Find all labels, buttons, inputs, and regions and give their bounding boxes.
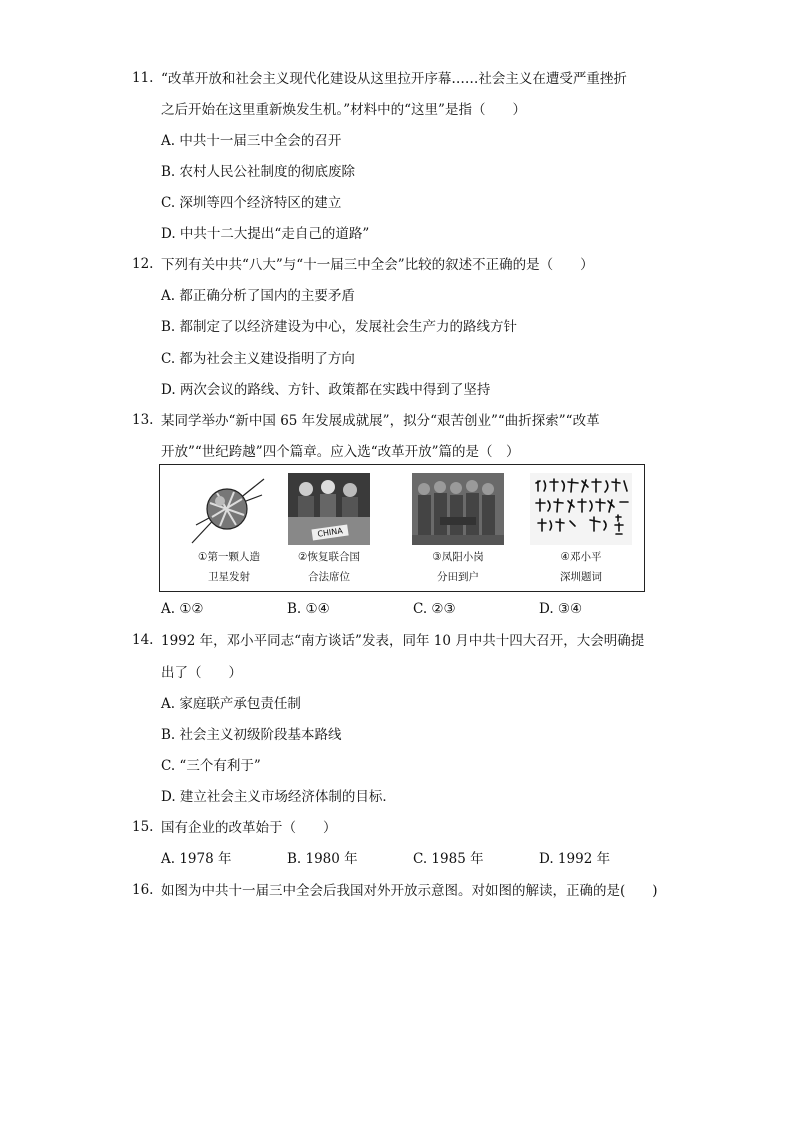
option-b: B. 1980 年 — [287, 851, 358, 867]
option-d: D. 1992 年 — [539, 851, 611, 867]
question-stem: 出了（ ） — [161, 665, 242, 681]
option-a: A. 中共十一届三中全会的召开 — [161, 133, 342, 149]
question-stem: 如图为中共十一届三中全会后我国对外开放示意图。对如图的解读，正确的是( ) — [161, 883, 658, 899]
picture-caption: ①第一颗人造 卫星发射 — [198, 551, 260, 583]
question-stem: 国有企业的改革始于（ ） — [161, 820, 337, 836]
question-stem: 1992 年，邓小平同志“南方谈话”发表，同年 10 月中共十四大召开，大会明确提 — [161, 633, 645, 649]
option-b: B. 都制定了以经济建设为中心，发展社会生产力的路线方针 — [161, 319, 518, 335]
picture-panel — [159, 464, 645, 592]
picture-caption: ③凤阳小岗 分田到户 — [432, 551, 484, 583]
question-number: 15. — [132, 819, 154, 835]
option-c: C. 1985 年 — [413, 851, 484, 867]
question-stem: 开放”“世纪跨越”四个篇章。应入选“改革开放”篇的是（ ） — [161, 444, 520, 460]
svg-text:CHINA: CHINA — [316, 526, 344, 539]
option-d: D. ③④ — [539, 601, 583, 617]
option-d: D. 建立社会主义市场经济体制的目标． — [161, 789, 396, 805]
picture-caption: ④邓小平 深圳题词 — [560, 551, 602, 583]
option-a: A. ①② — [161, 601, 204, 617]
question-stem: 某同学举办“新中国 65 年发展成就展”，拟分“艰苦创业”“曲折探索”“改革 — [161, 413, 600, 429]
question-number: 16. — [132, 882, 154, 898]
question-number: 14. — [132, 632, 154, 648]
un-photo-icon — [288, 473, 370, 545]
picture-caption: ②恢复联合国 合法席位 — [298, 551, 360, 583]
option-d: D. 两次会议的路线、方针、政策都在实践中得到了坚持 — [161, 382, 491, 398]
question-stem: “改革开放和社会主义现代化建设从这里拉开序幕……社会主义在遭受严重挫折 — [161, 71, 627, 87]
option-b: B. ①④ — [287, 601, 330, 617]
option-d: D. 中共十二大提出“走自己的道路” — [161, 226, 370, 242]
satellite-icon — [190, 473, 266, 545]
option-a: A. 都正确分析了国内的主要矛盾 — [161, 288, 355, 304]
option-c: C. ②③ — [413, 601, 456, 617]
question-stem: 之后开始在这里重新焕发生机。”材料中的“这里”是指（ ） — [161, 102, 526, 118]
question-number: 12. — [132, 256, 154, 272]
option-c: C. 都为社会主义建设指明了方向 — [161, 351, 355, 367]
option-b: B. 社会主义初级阶段基本路线 — [161, 727, 342, 743]
option-b: B. 农村人民公社制度的彻底废除 — [161, 164, 356, 180]
option-a: A. 1978 年 — [161, 851, 232, 867]
calligraphy-icon — [530, 473, 632, 545]
question-number: 13. — [132, 412, 154, 428]
option-c: C. “三个有利于” — [161, 758, 261, 774]
option-c: C. 深圳等四个经济特区的建立 — [161, 195, 342, 211]
question-stem: 下列有关中共“八大”与“十一届三中全会”比较的叙述不正确的是（ ） — [161, 257, 594, 273]
option-a: A. 家庭联产承包责任制 — [161, 696, 301, 712]
xiaogang-photo-icon — [412, 473, 504, 545]
question-number: 11. — [132, 70, 154, 86]
